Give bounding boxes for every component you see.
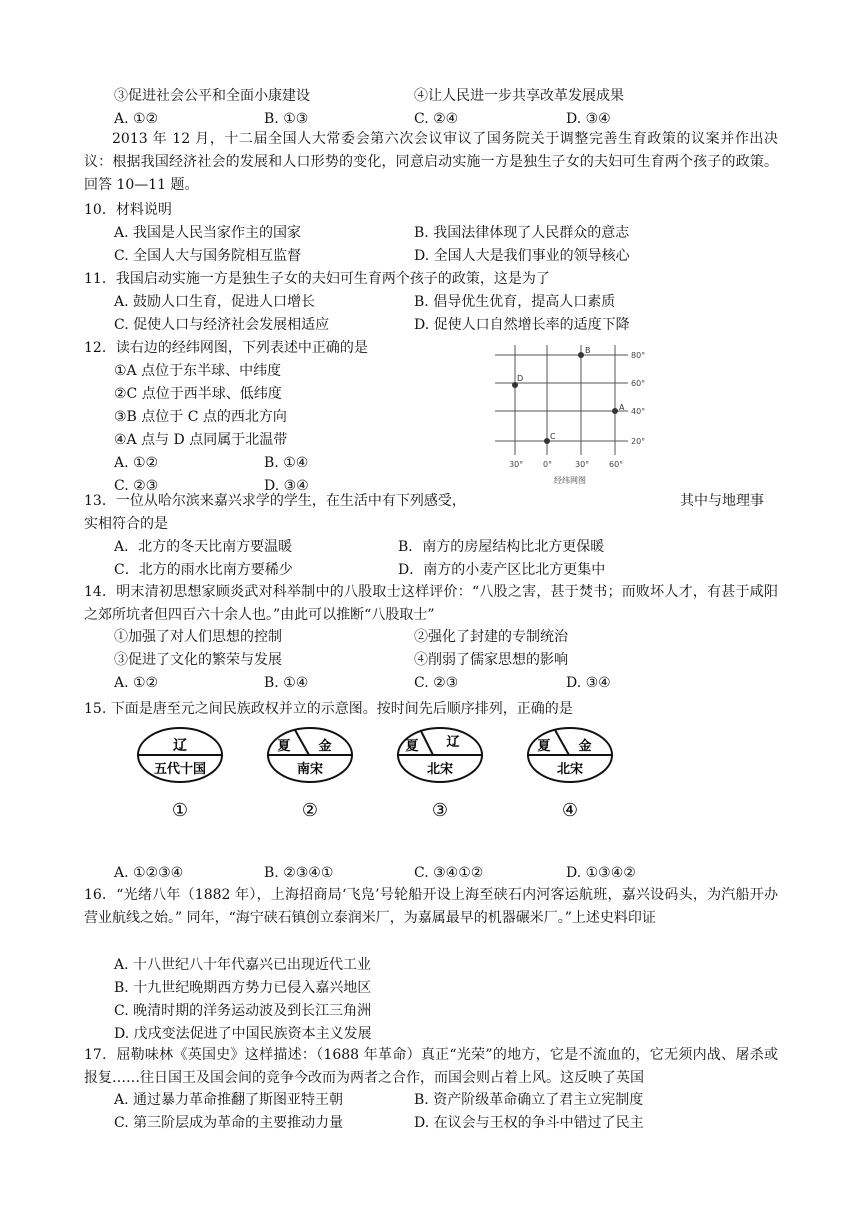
regime-diagram-4: [525, 726, 615, 826]
q15-option-d: D. ①③④②: [566, 865, 636, 881]
q15-option-b: B. ②③④①: [264, 865, 334, 881]
q13-option-a: A．北方的冬天比南方要温暖: [114, 539, 293, 555]
diagram-4-top-right-label: 金: [578, 739, 592, 754]
diagram-2-top-right-label: 金: [318, 739, 332, 754]
q17-option-a: A. 通过暴力革命推翻了斯图亚特王朝: [114, 1092, 344, 1108]
diagram-3-top-right-label: 辽: [446, 735, 460, 750]
lat-lon-grid-map: [490, 340, 680, 490]
diagram-2-number: ②: [301, 800, 319, 821]
q12-stem: 12．读右边的经纬网图，下列表述中正确的是: [84, 340, 368, 356]
q13-stem-part3: 实相符合的是: [84, 516, 168, 532]
q9-statement-3: ③促进社会公平和全面小康建设: [114, 88, 310, 104]
q14-option-c: C. ②③: [414, 675, 459, 691]
q9-statement-4: ④让人民进一步共享改革发展成果: [414, 88, 624, 104]
q11-option-c: C. 促使人口与经济社会发展相适应: [114, 317, 330, 333]
q10-option-b: B. 我国法律体现了人民群众的意志: [414, 225, 630, 241]
q14-statement-4: ④削弱了儒家思想的影响: [414, 652, 568, 668]
map-caption: 经纬网图: [554, 476, 586, 485]
regime-diagram-2: [265, 726, 355, 826]
q15-stem: 15. 下面是唐至元之间民族政权并立的示意图。按时间先后顺序排列，正确的是: [84, 701, 573, 717]
q11-option-b: B. 倡导优生优育，提高人口素质: [414, 294, 616, 310]
q15-option-a: A. ①②③④: [114, 865, 184, 881]
point-c-label: C: [550, 432, 556, 441]
q16-option-b: B. 十九世纪晚期西方势力已侵入嘉兴地区: [114, 980, 372, 996]
q17-option-d: D. 在议会与王权的争斗中错过了民主: [414, 1115, 644, 1131]
q14-statement-2: ②强化了封建的专制统治: [414, 629, 568, 645]
q9-option-c: C. ②④: [414, 111, 459, 127]
q9-option-b: B. ①③: [264, 111, 309, 127]
q13-stem-part1: 13．一位从哈尔滨来嘉兴求学的学生，在生活中有下列感受，: [84, 493, 466, 509]
q10-option-a: A. 我国是人民当家作主的国家: [114, 225, 302, 241]
q16-option-d: D. 戊戌变法促进了中国民族资本主义发展: [114, 1026, 372, 1042]
point-a-marker: [612, 408, 618, 414]
q13-stem-part2: 其中与地理事: [680, 493, 764, 509]
point-b-label: B: [585, 346, 591, 355]
regime-diagram-3: [395, 726, 485, 826]
q14-option-b: B. ①④: [264, 675, 309, 691]
diagram-2-bottom-label: 南宋: [296, 762, 324, 777]
lat-label-20: 20°: [631, 437, 646, 446]
q12-statement-1: ①A 点位于东半球、中纬度: [114, 363, 282, 379]
lat-label-80: 80°: [631, 351, 646, 360]
q11-option-d: D. 促使人口自然增长率的适度下降: [414, 317, 630, 333]
q12-statement-2: ②C 点位于西半球、低纬度: [114, 386, 282, 402]
q17-option-b: B. 资产阶级革命确立了君主立宪制度: [414, 1092, 644, 1108]
q13-option-b: B．南方的房屋结构比北方更保暖: [398, 539, 605, 555]
q12-statement-3: ③B 点位于 C 点的西北方向: [114, 409, 287, 425]
q14-stem: 14．明末清初思想家顾炎武对科举制中的八股取士这样评价：“八股之害，甚于焚书；而败坏人才，有甚于咸阳之郊所坑者但四百六十余人也。”由此可以推断“八股取士”: [84, 584, 778, 623]
diagram-1-top-label: 辽: [173, 738, 187, 754]
point-b-marker: [578, 352, 584, 358]
q13-option-c: C．北方的雨水比南方要稀少: [114, 562, 293, 578]
point-a-label: A: [619, 403, 625, 412]
q13-option-d: D．南方的小麦产区比北方更集中: [398, 562, 606, 578]
q14-statement-1: ①加强了对人们思想的控制: [114, 629, 282, 645]
diagram-3-number: ③: [431, 800, 449, 821]
q14-option-a: A. ①②: [114, 675, 159, 691]
q17-stem: 17．屈勒味林《英国史》这样描述：（1688 年革命）真正“光荣”的地方，它是不流血的，它无须内战、屠杀或报复……往日国王及国会间的竞争今改而为两者之合作，而国会则占着上风。这反映了英国: [84, 1047, 778, 1086]
diagram-2-top-left-label: 夏: [277, 739, 291, 754]
q12-statement-4: ④A 点与 D 点同属于北温带: [114, 432, 288, 448]
q11-option-a: A. 鼓励人口生育，促进人口增长: [114, 294, 316, 310]
lon-label-30e: 30°: [575, 460, 590, 469]
q9-option-a: A. ①②: [114, 111, 159, 127]
diagram-3-bottom-label: 北宋: [426, 762, 454, 777]
q12-option-a: A. ①②: [114, 455, 159, 471]
q14-option-d: D. ③④: [566, 675, 611, 691]
point-d-label: D: [517, 374, 524, 383]
q16-stem: 16．“光绪八年（1882 年），上海招商局‘飞凫’号轮船开设上海至硖石内河客运航班，嘉兴设码头，为汽船开办营业航线之始。” 同年，“海宁硖石镇创立泰润米厂，为嘉属最早的机器碾米厂。”上述史料印证: [84, 887, 778, 926]
lon-label-60e: 60°: [609, 460, 624, 469]
q12-option-b: B. ①④: [264, 455, 309, 471]
q16-option-a: A. 十八世纪八十年代嘉兴已出现近代工业: [114, 957, 372, 973]
diagram-4-bottom-label: 北宋: [556, 762, 584, 777]
q15-option-c: C. ③④①②: [414, 865, 484, 881]
q12-option-c: C. ②③: [114, 478, 159, 494]
q14-statement-3: ③促进了文化的繁荣与发展: [114, 652, 282, 668]
regime-diagram-1: [135, 726, 225, 826]
lat-label-40: 40°: [631, 407, 646, 416]
lon-label-30w: 30°: [509, 460, 524, 469]
q12-option-d: D. ③④: [264, 478, 309, 494]
q10-option-c: C. 全国人大与国务院相互监督: [114, 248, 302, 264]
q10-stem: 10．材料说明: [84, 202, 172, 218]
q11-stem: 11．我国启动实施一方是独生子女的夫妇可生育两个孩子的政策，这是为了: [84, 271, 550, 287]
lon-label-0: 0°: [543, 460, 553, 469]
material-paragraph: 2013 年 12 月，十二届全国人大常委会第六次会议审议了国务院关于调整完善生育政策的议案并作出决议：根据我国经济社会的发展和人口形势的变化，同意启动实施一方是独生子女的夫妇可生育两个孩子的政策。回答 10—11 题。: [84, 131, 778, 193]
q10-option-d: D. 全国人大是我们事业的领导核心: [414, 248, 630, 264]
diagram-1-bottom-label: 五代十国: [153, 762, 207, 777]
q17-option-c: C. 第三阶层成为革命的主要推动力量: [114, 1115, 344, 1131]
diagram-1-number: ①: [171, 800, 189, 821]
q9-option-d: D. ③④: [566, 111, 611, 127]
lat-label-60: 60°: [631, 379, 646, 388]
diagram-4-number: ④: [561, 800, 579, 821]
diagram-3-top-left-label: 夏: [405, 739, 419, 754]
diagram-4-top-left-label: 夏: [537, 739, 551, 754]
q16-option-c: C. 晚清时期的洋务运动波及到长江三角洲: [114, 1003, 372, 1019]
